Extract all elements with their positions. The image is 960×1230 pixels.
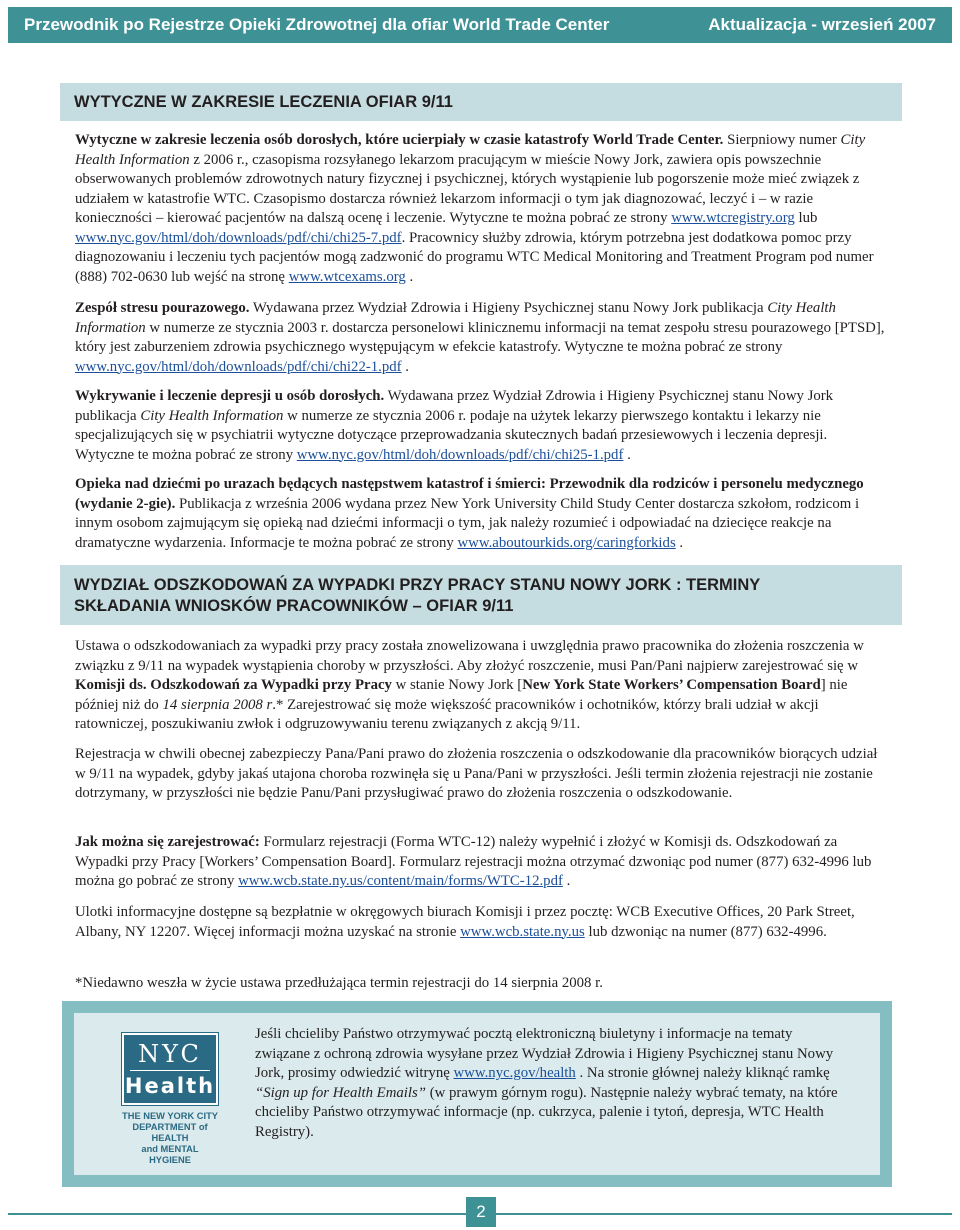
paragraph-text: Ustawa o odszkodowaniach za wypadki przy pracy została znowelizowana i uwzględnia prawo pracownika do złożenia roszczenia w związku z 9/11 na wypadek wystąpienia choroby w przyszłości. Aby złożyć roszczenie, musi Pan/Pani najpierw zarejestrować się w: [75, 638, 864, 674]
paragraph-text: .: [405, 268, 414, 285]
paragraph-text: Wydawana przez Wydział Zdrowia i Higieny Psychicznej stanu Nowy Jork publikacja: [249, 300, 768, 316]
paragraph-registration-protection: Rejestracja w chwili obecnej zabezpieczy Pana/Pani prawo do złożenia roszczenia o odszkodowanie dla pracowników biorących udział w 9/11 na wypadek, gdyby jakaś utajona choroba rozwinęła się u Pana/Pani w przyszłości. Jeśli termin złożenia rejestracji nie zostanie dotrzymany, w przyszłości nie będzie Panu/Pani przysługiwać prawo do złożenia roszczenia o odszkodowanie.: [75, 746, 878, 801]
logo-nyc-text: NYC: [138, 1039, 202, 1068]
paragraph-text: w stanie Nowy Jork [: [391, 677, 523, 693]
nyc-health-logo: [122, 1033, 218, 1166]
signup-button-label: “Sign up for Health Emails”: [255, 1084, 427, 1101]
paragraph-text: z 2006 r., czasopisma rozsyłanego lekarzom pracującym w mieście Nowy Jork, zawiera opis powszechnie obserwowanych problemów zdrowotnych natury fizycznej i psychicznej, których wystąpienie lub pogorszenie może mieć związek z udziałem w katastrofie WTC. Czasopismo dostarcza również lekarzom informacji o tym jak diagnozować, leczyć i – w razie konieczności – kierować pacjentów na dalszą ocenę i leczenie. Wytyczne te można pobrać ze strony: [75, 151, 860, 226]
link-chi22-1[interactable]: www.nyc.gov/html/doh/downloads/pdf/chi/chi22-1.pdf: [75, 358, 402, 375]
paragraph-bold-lead: Opieka nad dziećmi po urazach będących następstwem katastrof i śmierci: Przewodnik dla rodziców i personelu medycznego (wydanie 2-gie).: [75, 476, 864, 512]
paragraph-text: ] nie później niż do: [75, 677, 848, 713]
paragraph-text: Ulotki informacyjne dostępne są bezpłatnie w okręgowych biurach Komisji i przez pocztę: WCB Executive Offices, 20 Park Street, Albany, NY 12207. Więcej informacji można uzyskać na stronie: [75, 904, 855, 940]
publication-title: City Health Information: [140, 407, 284, 424]
paragraph-adult-guidelines: [75, 131, 887, 287]
logo-department-name: [122, 1111, 218, 1166]
paragraph-text: w numerze ze stycznia 2003 r. dostarcza personelowi klinicznemu informacji na temat zespołu stresu pourazowego [PTSD], który jest zaburzeniem zdrowia psychicznego występującym w efekcie katastrofy. Wytyczne te można pobrać ze strony: [75, 319, 885, 355]
link-wcb[interactable]: www.wcb.state.ny.us: [460, 923, 585, 940]
paragraph-text: Wydawana przez Wydział Zdrowia i Higieny Psychicznej stanu Nowy Jork publikacja: [75, 388, 834, 424]
paragraph-depression: [75, 387, 887, 465]
link-chi25-1[interactable]: www.nyc.gov/html/doh/downloads/pdf/chi/chi25-1.pdf: [296, 446, 624, 463]
link-nyc-health[interactable]: www.nyc.gov/health: [453, 1065, 576, 1081]
deadline-date: 14 sierpnia 2008 r: [162, 696, 273, 713]
paragraph-bold-lead: Wytyczne w zakresie leczenia osób dorosłych, które ucierpiały w czasie katastrofy World Trade Center.: [75, 132, 724, 148]
board-name-english: New York State Workers’ Compensation Board: [522, 677, 821, 693]
link-wtcexams[interactable]: www.wtcexams.org: [288, 268, 406, 285]
paragraph-text: .: [401, 358, 409, 375]
logo-badge: [122, 1033, 218, 1105]
board-name-polish: Komisji ds. Odszkodowań za Wypadki przy Pracy: [75, 677, 392, 693]
header-bar: [8, 7, 952, 43]
logo-sub-line: DEPARTMENT of HEALTH: [132, 1122, 208, 1143]
link-wtcregistry[interactable]: www.wtcregistry.org: [671, 210, 795, 226]
logo-divider: [130, 1070, 210, 1071]
section-heading-treatment: WYTYCZNE W ZAKRESIE LECZENIA OFIAR 9/11: [60, 83, 902, 121]
paragraph-bold-lead: Jak można się zarejestrować:: [75, 834, 260, 850]
paragraph-text: .: [623, 446, 631, 463]
logo-health-text: Health: [124, 1073, 216, 1098]
page-number: 2: [466, 1197, 496, 1227]
footnote: *Niedawno weszła w życie ustawa przedłużająca termin rejestracji do 14 sierpnia 2008 r.: [75, 975, 603, 991]
section-heading-compensation: [60, 565, 902, 625]
logo-sub-line: THE NEW YORK CITY: [122, 1111, 218, 1121]
publication-title: City Health Information: [75, 300, 836, 336]
section-heading-line: SKŁADANIA WNIOSKÓW PRACOWNIKÓW – OFIAR 9/11: [74, 597, 514, 615]
paragraph-text: Jeśli chcieliby Państwo otrzymywać pocztą elektroniczną biuletyny i informacje na tematy związane z ochroną zdrowia wysyłane przez Wydział Zdrowia i Higieny Psychicznej stanu Nowy Jork, prosimy odwiedzić witrynę: [255, 1026, 834, 1081]
paragraph-bold-lead: Zespół stresu pourazowego.: [75, 300, 250, 316]
paragraph-bold-lead: Wykrywanie i leczenie depresji u osób dorosłych.: [75, 388, 385, 404]
paragraph-how-to-register: [75, 833, 887, 892]
section-heading-line: WYDZIAŁ ODSZKODOWAŃ ZA WYPADKI PRZY PRACY STANU NOWY JORK : TERMINY: [74, 576, 761, 594]
paragraph-text: Sierpniowy numer: [723, 132, 841, 148]
paragraph-info-leaflets: [75, 903, 887, 942]
paragraph-ptsd: [75, 299, 887, 377]
link-wtc12-form[interactable]: www.wcb.state.ny.us/content/main/forms/WTC-12.pdf: [238, 873, 563, 889]
logo-sub-line: and MENTAL HYGIENE: [141, 1144, 199, 1165]
paragraph-text: . Pracownicy służby zdrowia, którym potrzebna jest dodatkowa pomoc przy diagnozowaniu i leczeniu tych pacjentów mogą zadzwonić do programu WTC Medical Monitoring and Treatment Program pod numer (888) 702-0630 lub wejść na stronę: [75, 229, 874, 285]
link-aboutourkids[interactable]: www.aboutourkids.org/caringforkids: [457, 534, 676, 551]
paragraph-text: . Na stronie głównej należy kliknąć ramkę: [575, 1065, 830, 1081]
paragraph-children-care: [75, 475, 887, 553]
paragraph-text: .: [562, 873, 571, 889]
document-title: Przewodnik po Rejestrze Opieki Zdrowotnej dla ofiar World Trade Center: [24, 15, 610, 34]
link-chi25-7[interactable]: www.nyc.gov/html/doh/downloads/pdf/chi/chi25-7.pdf: [75, 229, 402, 246]
paragraph-text: .: [675, 534, 684, 551]
paragraph-text: .* Zarejestrować się może większość pracowników i ochotników, którzy brali udział w akcji ratowniczej, poszukiwaniu zwłok i odgruzowywaniu terenu związanych z akcją 9/11.: [75, 696, 819, 732]
paragraph-text: (w prawym górnym rogu). Następnie należy wybrać tematy, na które chcieliby Państwo otrzymywać informacje (np. cukrzyca, palenie i tytoń, depresja, WTC Health Registry).: [255, 1084, 838, 1140]
paragraph-text: lub dzwoniąc na numer (877) 632-4996.: [584, 923, 827, 940]
paragraph-text: Formularz rejestracji (Forma WTC-12) należy wypełnić i złożyć w Komisji ds. Odszkodowań za Wypadki przy Pracy [Workers’ Compensation Board]. Formularz rejestracji można otrzymać dzwoniąc pod numer (877) 632-4996 lub można go pobrać ze strony: [75, 834, 872, 889]
paragraph-text: lub: [794, 210, 818, 226]
update-label: Aktualizacja - wrzesień 2007: [708, 15, 936, 34]
paragraph-compensation-law: [75, 637, 887, 735]
publication-title: City Health Information: [75, 132, 866, 168]
paragraph-text: w numerze ze stycznia 2006 r. podaje na użytek lekarzy pierwszego kontaktu i lekarzy nie specjalizujących się w psychiatrii wytyczne dotyczące przeprowadzania skutecznych badań przesiewowych i leczenia depresji. Wytyczne te można pobrać ze strony: [75, 407, 828, 463]
paragraph-text: Publikacja z września 2006 wydana przez New York University Child Study Center dostarcza szkołom, rodzicom i innym osobom zajmującym się opieką nad dziećmi informacji o tym, jak należy rozumieć i odpowiadać na dziecięce reakcje na dramatyczne wydarzenia. Informacje te można pobrać ze strony: [75, 495, 860, 551]
callout-text: [255, 1025, 845, 1142]
email-signup-callout: [62, 1001, 892, 1187]
